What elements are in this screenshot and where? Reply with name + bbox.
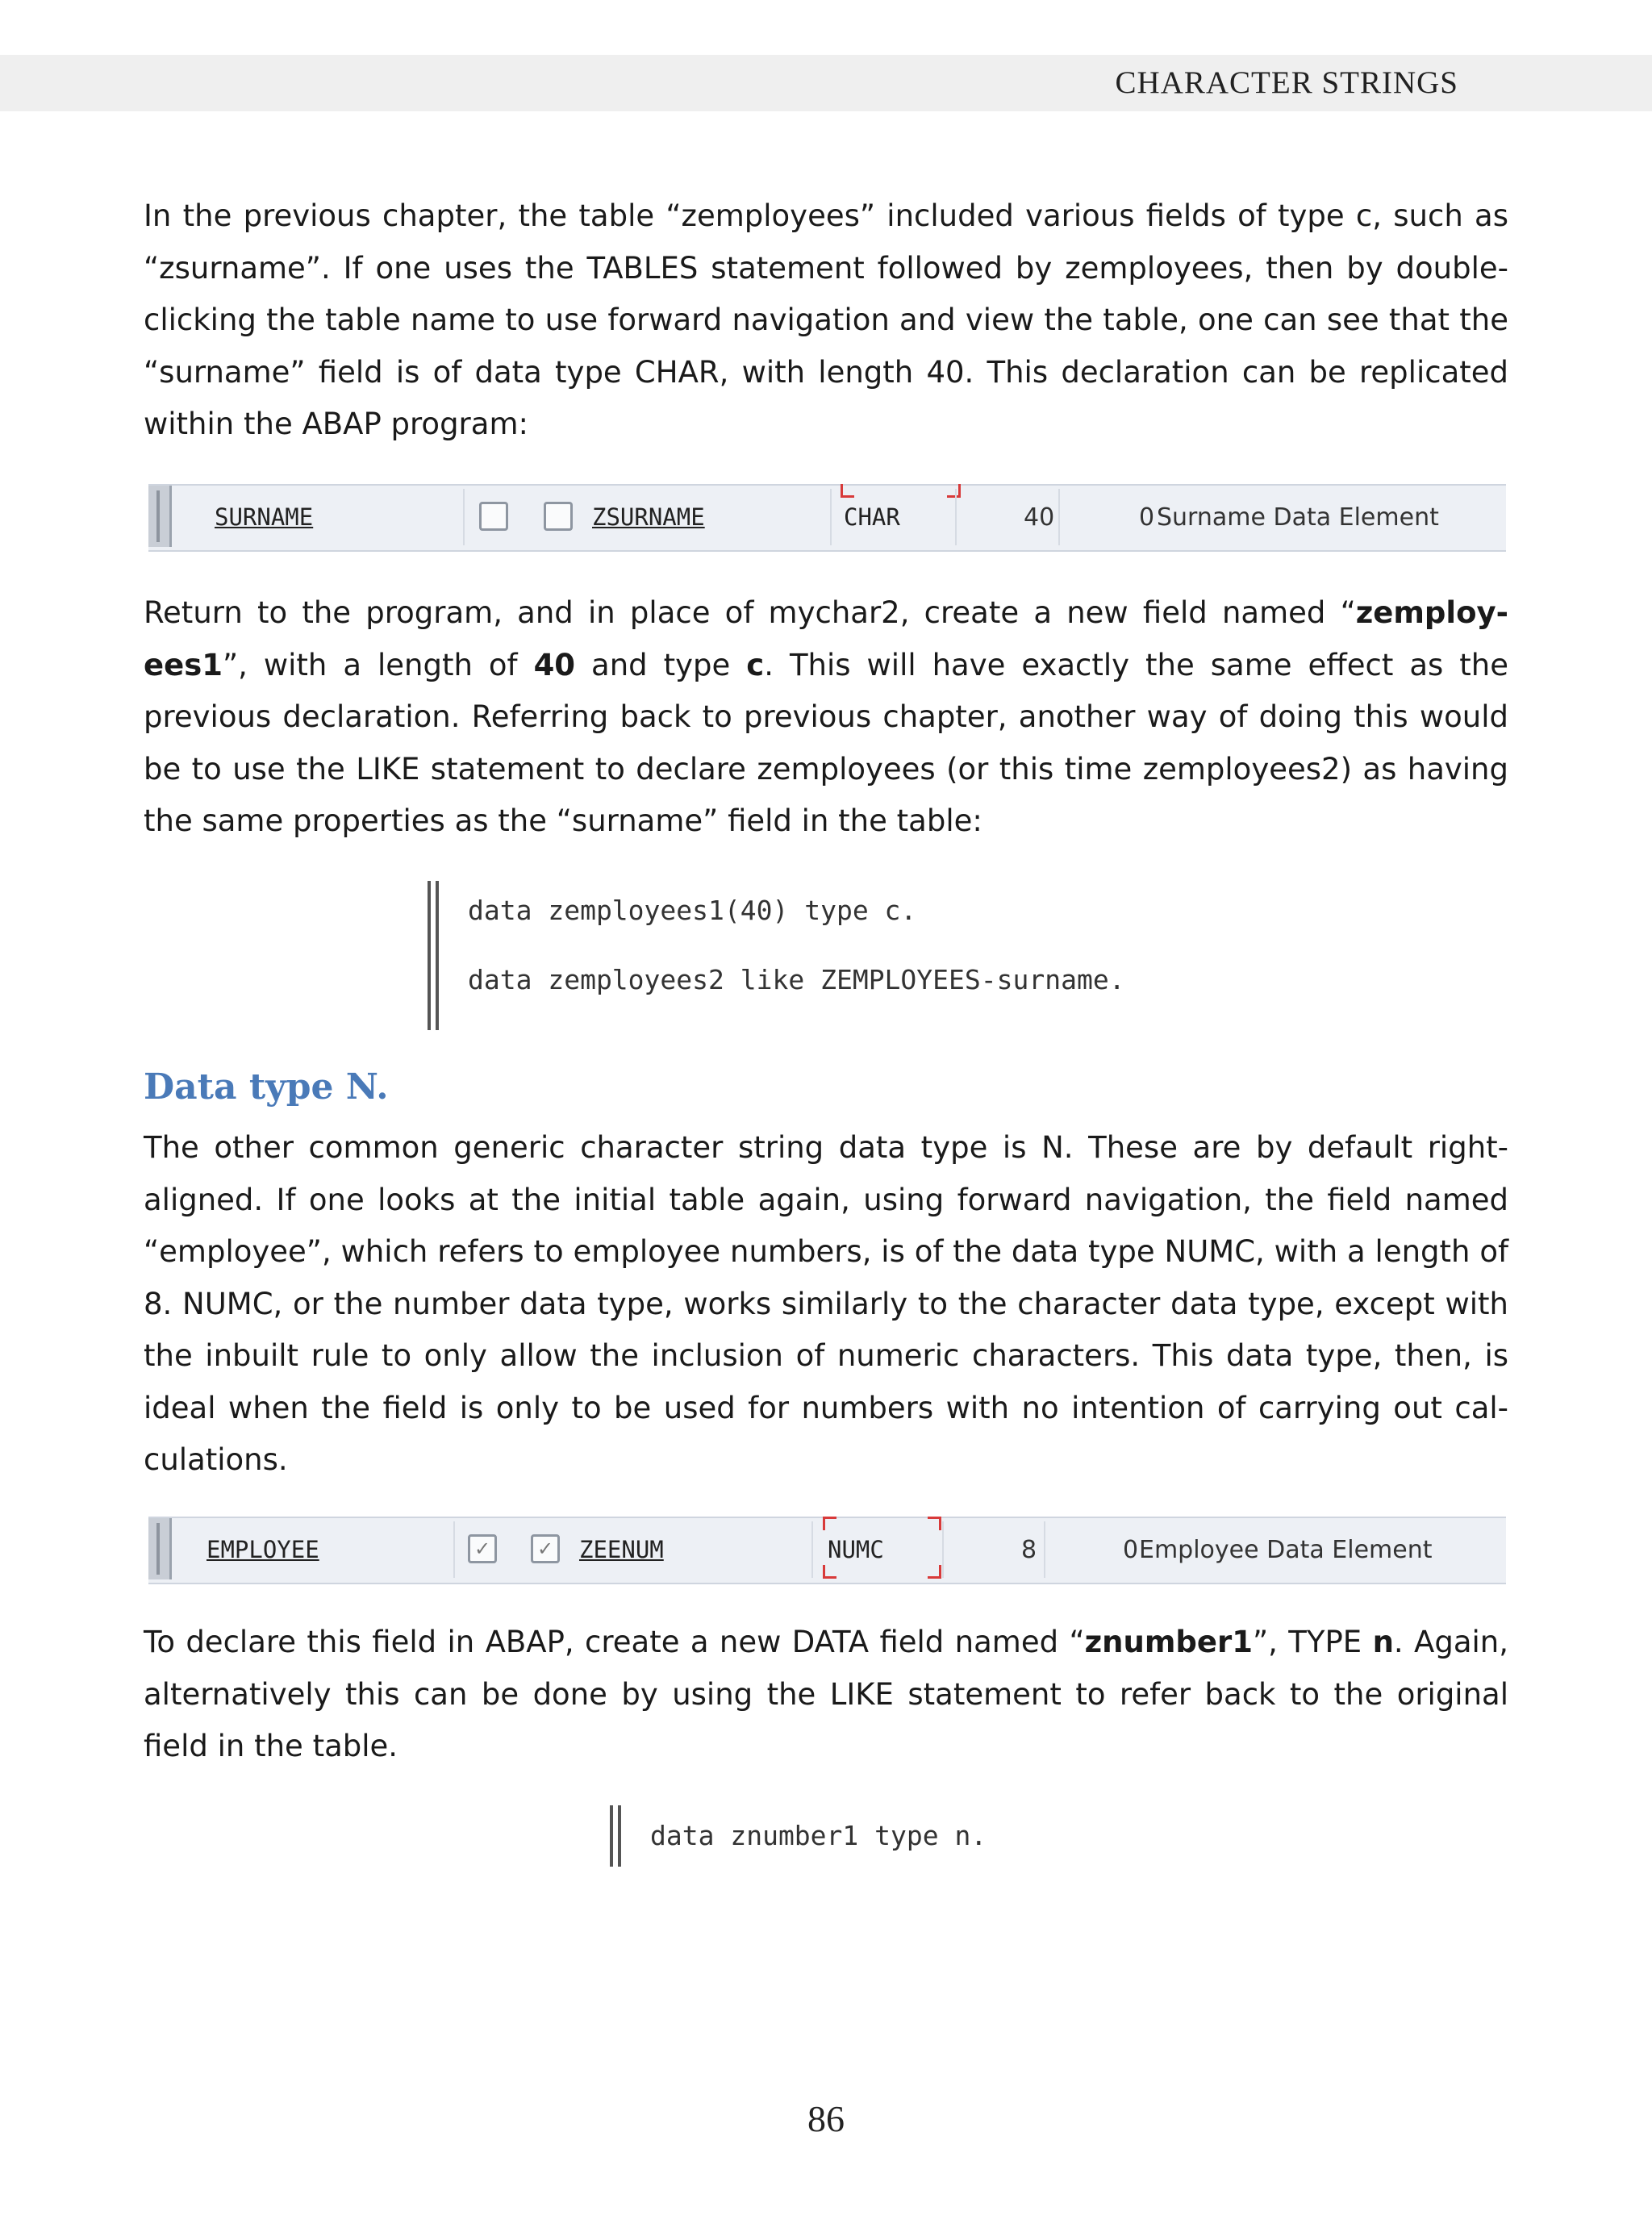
focus-mark-icon <box>823 1517 836 1530</box>
field-name: EMPLOYEE <box>206 1536 319 1563</box>
focus-mark-icon <box>841 484 854 498</box>
code-line: data znumber1 type n. <box>650 1820 987 1851</box>
initial-values-checkbox-checked-icon: ✓ <box>531 1534 560 1563</box>
description: Surname Data Element <box>1157 503 1439 532</box>
paragraph-numc: The other common generic character string data type is N. These are by default right-aligned. If one looks at the initial table again, using forward navigation, the field named “employee”, which refers to employee numbers, is of the data type NUMC, with a length of 8. NUMC, or the number data type, works similarly to the character data type, except with the inbuilt rule to only allow the inclusion of numeric characters. This data type, then, is ideal when the field is only to be used for numbers with no intention of carrying out cal-culations. <box>144 1130 1508 1477</box>
sap-field-row-surname <box>148 484 1506 552</box>
sap-field-row-employee <box>148 1517 1506 1584</box>
code-line: data zemployees1(40) type c. <box>468 895 917 926</box>
key-checkbox-checked-icon: ✓ <box>468 1534 497 1563</box>
length: 40 <box>1024 503 1055 532</box>
row-selector <box>148 486 172 547</box>
paragraph-intro: In the previous chapter, the table “zemployees” included various fields of type c, such as “zsurname”. If one uses the TABLES statement followed by zemployees, then by double-clicking the table name to use forward navigation and view the table, one can see that the “surname” field is of data type CHAR, with length 40. This declaration can be replicated within the ABAP program: <box>144 198 1508 441</box>
field-name: SURNAME <box>215 503 314 531</box>
page-number: 86 <box>807 2098 845 2139</box>
code-snippet-2 <box>610 1805 1013 1867</box>
key-checkbox <box>479 502 508 531</box>
description: Employee Data Element <box>1139 1536 1433 1564</box>
data-type: NUMC <box>828 1536 884 1563</box>
row-selector <box>148 1518 172 1579</box>
decimals: 0 <box>1123 1536 1139 1564</box>
running-header-title: CHARACTER STRINGS <box>1115 65 1458 100</box>
length: 8 <box>1021 1536 1037 1564</box>
paragraph-zemployees1: Return to the program, and in place of mychar2, create a new field named “zemploy-ees1”, with a length of 40 and type c. This will have exactly the same effect as the previous declaration. Referring back to previous chapter, another way of doing this would be to use the LIKE statement to declare zemployees (or this time zemployees2) as having the same properties as the “surname” field in the table: <box>144 595 1508 838</box>
decimals: 0 <box>1139 503 1155 532</box>
data-type: CHAR <box>844 503 900 531</box>
paragraph-znumber1: To declare this field in ABAP, create a new DATA field named “znumber1”, TYPE n. Again, alternatively this can be done by using the LIKE statement to refer back to the original field in the table. <box>144 1625 1509 1763</box>
initial-values-checkbox <box>544 502 573 531</box>
code-snippet-1 <box>428 881 1234 1030</box>
section-heading: Data type N. <box>144 1066 389 1108</box>
code-line: data zemployees2 like ZEMPLOYEES-surname. <box>468 964 1125 995</box>
data-element: ZSURNAME <box>592 503 705 531</box>
data-element: ZEENUM <box>579 1536 664 1563</box>
